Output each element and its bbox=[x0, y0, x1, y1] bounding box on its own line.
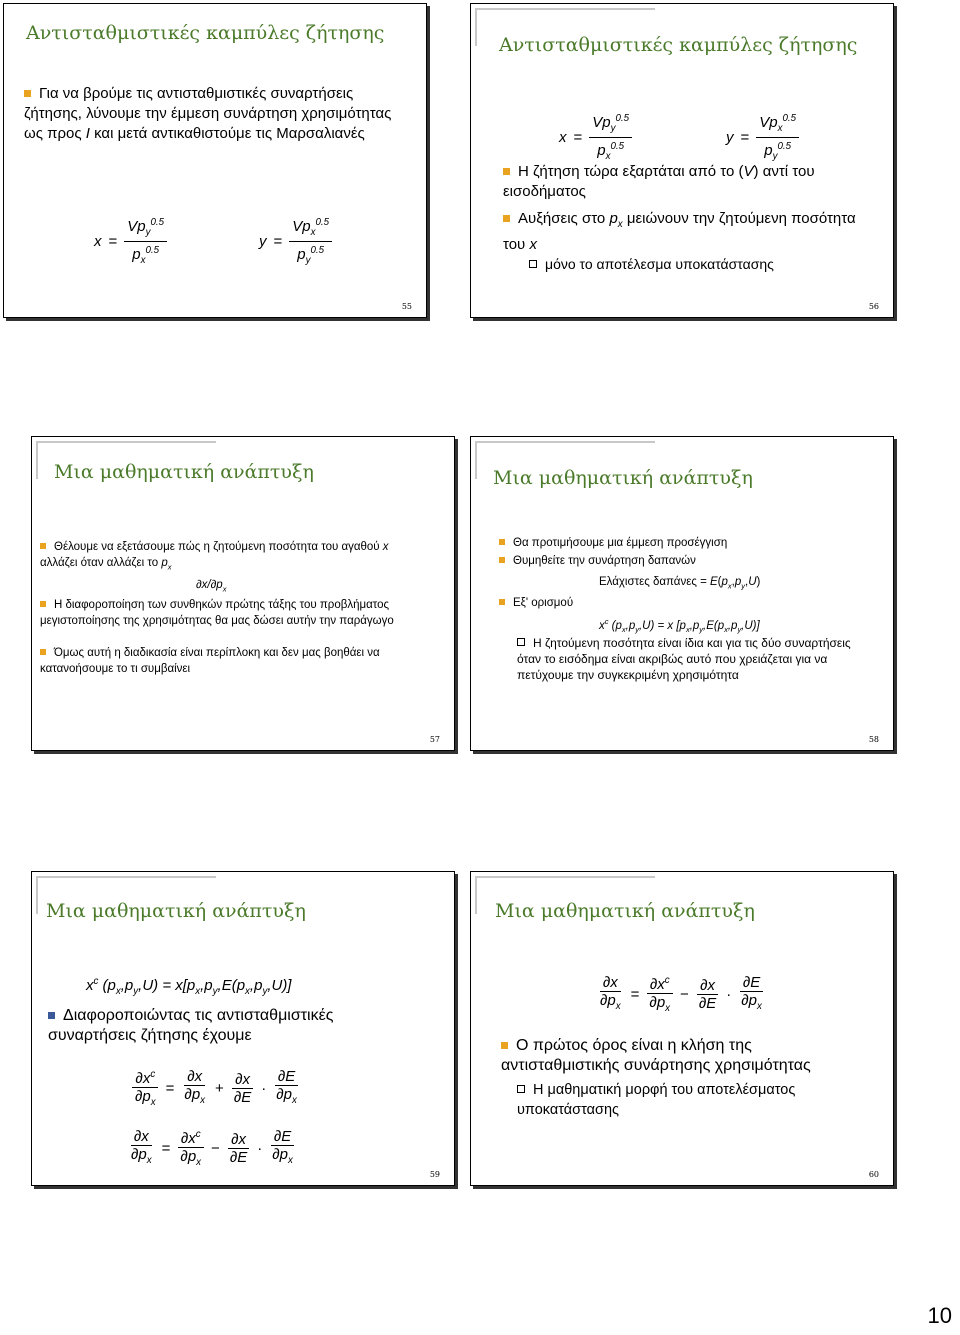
sub-bullet-icon bbox=[517, 1085, 525, 1093]
slide-title: Αντισταθμιστικές καμπύλες ζήτησης bbox=[499, 34, 858, 56]
slide-60 bbox=[470, 871, 894, 1186]
bullet-icon bbox=[40, 543, 46, 549]
equation-derivative-2: $\frac{\partial x}{\partial p_x}$ = $\frac{\partial x^c}{\partial p_x}$ − $\frac{\partial x}{\partial E}$ · $\frac{\partial E}{\partial p_x}$ bbox=[131, 1128, 293, 1168]
slide-57 bbox=[31, 436, 455, 751]
formula-identity: $x^c$ $(p_x,p_y,U) = x[p_x,p_y,E(p_x,p_y,U)]$ bbox=[86, 976, 292, 997]
slide-title: Μια μαθηματική ανάπτυξη bbox=[493, 467, 753, 489]
slide-title: Μια μαθηματική ανάπτυξη bbox=[46, 900, 306, 922]
slide-title: Μια μαθηματική ανάπτυξη bbox=[495, 900, 755, 922]
sub-bullet-icon bbox=[517, 638, 525, 646]
bullet: Θυμηθείτε την συνάρτηση δαπανών bbox=[499, 553, 879, 569]
bullet: Θα προτιμήσουμε μια έμμεση προσέγγιση bbox=[499, 535, 879, 551]
sub-bullet: Η μαθηματική μορφή του αποτελέσματος υποκατάστασης bbox=[517, 1082, 796, 1118]
bullet: Όμως αυτή η διαδικασία είναι περίπλοκη και δεν μας βοηθάει να κατανοήσουμε το τι συμβαίνει bbox=[40, 647, 380, 675]
equation-derivative-1: $\frac{\partial x^c}{\partial p_x}$ = $\frac{\partial x}{\partial p_x}$ + $\frac{\partial x}{\partial E}$ · $\frac{\partial E}{\partial p_x}$ bbox=[132, 1066, 300, 1111]
formula-expenditure: Ελάχιστες $\delta\alpha\pi ά\nu\varepsilon\varsigma = E(p_x,p_y,U)$ bbox=[599, 576, 761, 591]
formula-identity: $x^c$ $(p_x,p_y,U) = x$ $[p_x,p_y,E(p_x,p_y,U)]$ bbox=[599, 617, 760, 635]
slide-58 bbox=[470, 436, 894, 751]
slide-number: 57 bbox=[429, 735, 440, 744]
slide-title: Αντισταθμιστικές καμπύλες ζήτησης bbox=[26, 22, 385, 44]
equation-slutsky: $\frac{\partial x}{\partial p_x}$ = $\frac{\partial x^c}{\partial p_x}$ − $\frac{\partial x}{\partial E}$ · $\frac{\partial E}{\partial p_x}$ bbox=[600, 974, 762, 1014]
sub-bullet: Η ζητούμενη ποσότητα είναι ίδια και για τις δύο συναρτήσεις όταν το εισόδημα είναι ακριβώς αυτό που χρειάζεται για να πετύχουμε την συγκεκριμένη χρησιμότητα bbox=[517, 636, 851, 682]
bullet-icon bbox=[499, 599, 505, 605]
bullet-icon bbox=[499, 539, 505, 545]
sub-bullet-icon bbox=[529, 260, 537, 268]
bullet-icon bbox=[503, 168, 510, 175]
slide-title: Μια μαθηματική ανάπτυξη bbox=[54, 461, 314, 483]
bullet: Εξ' ορισμού bbox=[499, 595, 879, 611]
bullet-icon bbox=[499, 557, 505, 563]
bullet: Αυξήσεις στο $p_x$ μειώνουν την ζητούμενη ποσότητα του x bbox=[503, 210, 856, 253]
slide-number: 58 bbox=[868, 735, 879, 744]
slide-number: 55 bbox=[401, 302, 412, 311]
bullet-icon bbox=[501, 1042, 508, 1049]
slide-59 bbox=[31, 871, 455, 1186]
bullet: Η ζήτηση τώρα εξαρτάται από το (V) αντί του εισοδήματος bbox=[503, 163, 815, 200]
bullet-icon bbox=[40, 601, 46, 607]
bullet: Θέλουμε να εξετάσουμε πώς η ζητούμενη ποσότητα του αγαθού x αλλάζει όταν αλλάζει το $p_x$ bbox=[40, 541, 389, 572]
slide-55 bbox=[3, 3, 427, 318]
slide-number: 59 bbox=[429, 1170, 440, 1179]
bullet-icon bbox=[48, 1012, 55, 1019]
bullet: Για να βρούμε τις αντισταθμιστικές συναρτήσεις ζήτησης, λύνουμε την έμμεση συνάρτηση χρησιμότητας ως προς I και μετά αντικαθιστούμε τις Μαρσαλιανές bbox=[24, 85, 392, 142]
equation-x: x = $\frac{Vp_y^{0.5}}{p_x^{0.5}}$ bbox=[559, 110, 632, 165]
equation-y: y = $\frac{Vp_x^{0.5}}{p_y^{0.5}}$ bbox=[726, 110, 799, 165]
slide-56 bbox=[470, 3, 894, 318]
page-number: 10 bbox=[927, 1303, 952, 1328]
bullet: Διαφοροποιώντας τις αντισταθμιστικές συναρτήσεις ζήτησης έχουμε bbox=[48, 1007, 334, 1044]
sub-bullet: μόνο το αποτέλεσμα υποκατάστασης bbox=[529, 254, 869, 274]
slide-number: 60 bbox=[868, 1170, 879, 1179]
equation-y: y = $\frac{Vp_x^{0.5}}{p_y^{0.5}}$ bbox=[259, 214, 332, 269]
bullet-icon bbox=[503, 215, 510, 222]
bullet-icon bbox=[40, 649, 46, 655]
bullet: Η διαφοροποίηση των συνθηκών πρώτης τάξης του προβλήματος μεγιστοποίησης της χρησιμότητας θα μας δώσει αυτήν την παράγωγο bbox=[40, 599, 394, 627]
derivative: $\partial x/\partial p_x$ bbox=[196, 579, 227, 594]
equation-x: x = $\frac{Vp_y^{0.5}}{p_x^{0.5}}$ bbox=[94, 214, 167, 269]
bullet-icon bbox=[24, 90, 31, 97]
slide-number: 56 bbox=[868, 302, 879, 311]
bullet: Ο πρώτος όρος είναι η κλήση της αντισταθμιστικής συνάρτησης χρησιμότητας bbox=[501, 1037, 811, 1074]
